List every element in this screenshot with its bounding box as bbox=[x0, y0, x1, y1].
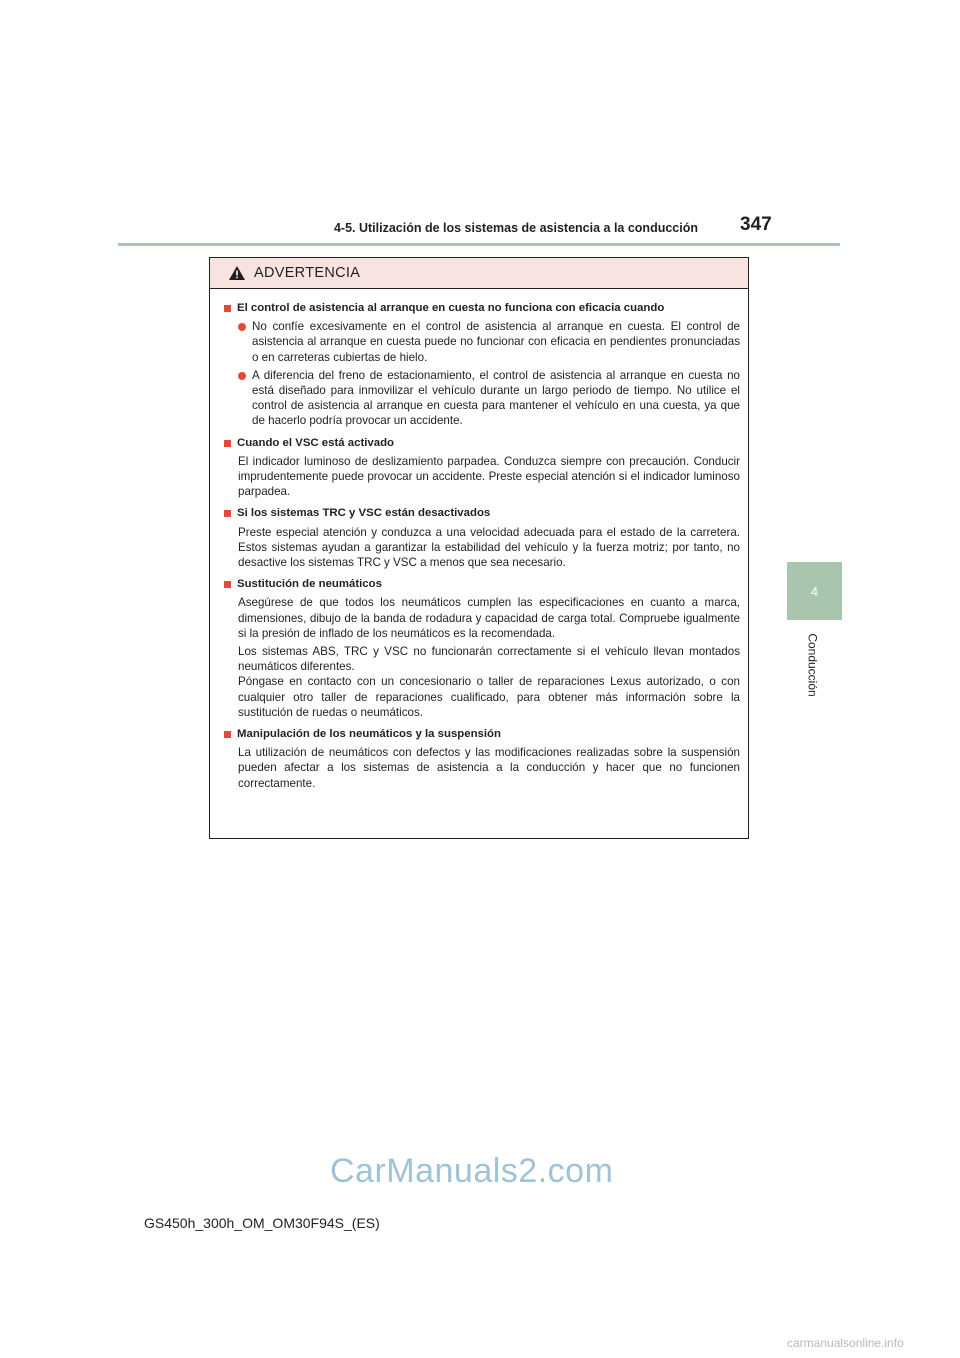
section-heading bbox=[224, 506, 740, 521]
circle-bullet-icon bbox=[238, 323, 246, 331]
warning-section bbox=[224, 301, 740, 429]
section-heading-text: Cuando el VSC está activado bbox=[237, 436, 394, 449]
paragraph: Preste especial atención y conduzca a una velocidad adecuada para el estado de la carretera. Estos sistemas ayudan a garantizar la estabilidad del vehículo y la fuerza motriz; por tanto, no desactive los sistemas TRC y VSC a menos que sea necesario. bbox=[238, 525, 740, 570]
warning-box bbox=[209, 257, 749, 839]
chapter-tab bbox=[787, 562, 842, 620]
section-heading-text: Manipulación de los neumáticos y la suspensión bbox=[237, 728, 501, 741]
square-bullet-icon bbox=[224, 440, 231, 447]
section-heading-text: Si los sistemas TRC y VSC están desactivados bbox=[237, 507, 491, 520]
paragraph: Los sistemas ABS, TRC y VSC no funcionarán correctamente si el vehículo llevan montados neumáticos diferentes. bbox=[238, 645, 740, 674]
square-bullet-icon bbox=[224, 581, 231, 588]
warning-title: ADVERTENCIA bbox=[254, 265, 361, 281]
warning-body bbox=[210, 289, 748, 791]
page-number: 347 bbox=[740, 214, 772, 235]
list-item-text: A diferencia del freno de estacionamiento, el control de asistencia al arranque en cuesta no está diseñado para inmovilizar el vehículo durante un largo periodo de tiempo. No utilice el control de asistencia al arranque en cuesta para mantener el vehículo en una cuesta, ya que de hacerlo podría provocar un accidente. bbox=[252, 368, 740, 428]
warning-header bbox=[210, 258, 748, 289]
list-item bbox=[238, 319, 740, 365]
section-title: 4-5. Utilización de los sistemas de asistencia a la conducción bbox=[333, 221, 698, 235]
square-bullet-icon bbox=[224, 510, 231, 517]
watermark-secondary: carmanualsonline.info bbox=[787, 1336, 904, 1350]
warning-section bbox=[224, 436, 740, 500]
square-bullet-icon bbox=[224, 305, 231, 312]
circle-bullet-icon bbox=[238, 372, 246, 380]
section-heading bbox=[224, 301, 740, 316]
list-item-text: No confíe excesivamente en el control de asistencia al arranque en cuesta. El control de asistencia al arranque en cuesta puede no funcionar con eficacia en pendientes pronunciadas o en carreteras cubiertas de hielo. bbox=[252, 320, 740, 364]
header-rule bbox=[118, 243, 840, 246]
warning-section bbox=[224, 577, 740, 720]
square-bullet-icon bbox=[224, 731, 231, 738]
chapter-name-label bbox=[778, 630, 848, 700]
section-heading bbox=[224, 727, 740, 742]
document-code: GS450h_300h_OM_OM30F94S_(ES) bbox=[144, 1215, 380, 1231]
paragraph: Asegúrese de que todos los neumáticos cumplen las especificaciones en cuanto a marca, dimensiones, dibujo de la banda de rodadura y capacidad de carga total. Compruebe igualmente si la presión de inflado de los neumáticos es la recomendada. bbox=[238, 596, 740, 640]
paragraph: Póngase en contacto con un concesionario o taller de reparaciones Lexus autorizado, o con cualquier otro taller de reparaciones cualificado, para obtener más información sobre la sustitución de ruedas o neumáticos. bbox=[238, 675, 740, 719]
chapter-number: 4 bbox=[810, 583, 819, 599]
warning-section bbox=[224, 727, 740, 791]
paragraph: La utilización de neumáticos con defectos y las modificaciones realizadas sobre la suspensión pueden afectar a los sistemas de asistencia a la conducción y hacer que no funcionen correctamente. bbox=[238, 746, 740, 790]
warning-triangle-icon bbox=[228, 265, 246, 281]
section-heading-text: El control de asistencia al arranque en cuesta no funciona con eficacia cuando bbox=[237, 302, 665, 314]
section-heading bbox=[224, 577, 740, 592]
paragraph: El indicador luminoso de deslizamiento parpadea. Conduzca siempre con precaución. Conducir imprudentemente puede provocar un accidente. Preste especial atención si el indicador luminoso parpadea. bbox=[238, 454, 740, 499]
warning-section bbox=[224, 506, 740, 570]
list-item bbox=[238, 368, 740, 429]
watermark-primary: CarManuals2.com bbox=[330, 1152, 614, 1190]
chapter-name: Conducción bbox=[806, 633, 820, 697]
section-heading-text: Sustitución de neumáticos bbox=[237, 578, 382, 591]
section-heading bbox=[224, 436, 740, 451]
